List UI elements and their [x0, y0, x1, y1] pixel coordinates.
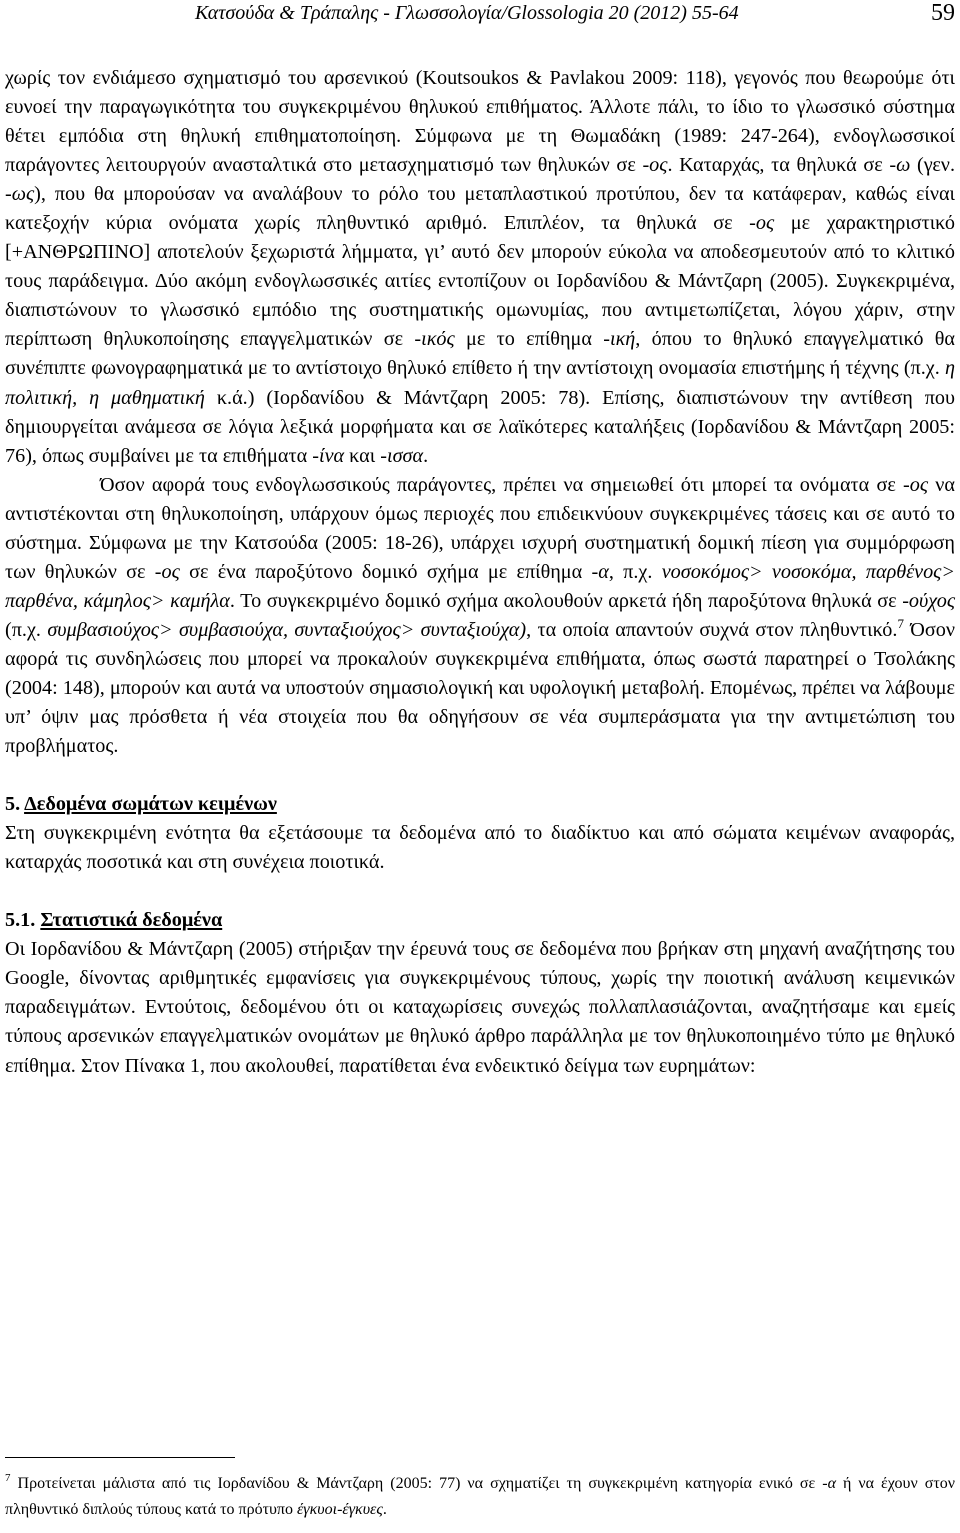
paragraph — [5, 819, 955, 877]
body-text — [5, 64, 955, 1081]
section-heading — [5, 906, 955, 935]
text-run: -α — [591, 560, 609, 583]
text-run: Οι Ιορδανίδου & Μάντζαρη (2005) στήριξαν την έρευνά τους σε δεδομένα που βρήκαν στη μηχανή αναζήτησης του Google, δίνοντας αριθμητικές εμφανίσεις για συγκεκριμένους τύπους, χωρίς την ποιοτική ανάλυση κειμενικών παραδειγμάτων. Εντούτοις, δεδομένου ότι οι καταχωρίσεις συνεχώς πολλαπλασιάζονται, αναζητήσαμε και εμείς τύπους αρσενικών επαγγελματικών ονομάτων με θηλυκό άρθρο παράλληλα με τον θηλυκοποιημένο τύπο με θηλυκό επίθημα. Στον Πίνακα 1, που ακολουθεί, παρατίθεται ένα ενδεικτικό δείγμα των ευρημάτων: — [5, 938, 955, 1077]
text-run: χωρίς τον ενδιάμεσο σχηματισμό του αρσενικού (Koutsoukos & Pavlakou 2009: 118), γεγονός που θεωρούμε ότι ευνοεί την παραγωγικότητα του συγκεκριμένου θηλυκού επιθήματος. Άλλοτε πάλι, το ίδιο το γλωσσικό σύστημα θέτει εμπόδια στη θηλυκή επιθηματοποίηση. Σύμφωνα με τη Θωμαδάκη (1989: 247-264), ενδογλωσσικοί παράγοντες λειτουργούν ανασταλτικά στο μετασχηματισμό των θηλυκών σε — [5, 67, 955, 177]
paragraph — [5, 64, 955, 471]
text-run: -ισσα — [380, 444, 424, 467]
text-run: ), που θα μπορούσαν να αναλάβουν το ρόλο του μεταπλαστικού προτύπου, δεν τα κατάφεραν, καθώς είναι κατεξοχήν κύρια ονόματα χωρίς πληθυντικό αριθμό. Επιπλέον, τα θηλυκά σε — [5, 183, 955, 235]
text-run: κ.ά.) (Ιορδανίδου & Μάντζαρη 2005: 78). Επίσης, διαπιστώνουν την αντίθεση που δημιουργείται ανάμεσα σε λόγια λεξικά μορφήματα και σε λαϊκότερες καταλήξεις (Ιορδανίδου & Μάντζαρη 2005: 76), όπως συμβαίνει με τα επιθήματα — [5, 386, 955, 467]
footnote-divider — [5, 1457, 235, 1458]
text-run: -ούχος — [902, 589, 956, 612]
text-run: η πολιτική, η μαθηματική — [5, 357, 955, 409]
text-run: -ος — [903, 473, 929, 496]
text-run: με το επίθημα — [454, 328, 604, 351]
text-run: έγκυοι-έγκυες — [297, 1501, 383, 1518]
text-run: -ος — [642, 154, 668, 177]
text-run: Όσον αφορά τις συνδηλώσεις που μπορεί να προκαλούν συγκεκριμένα επιθήματα, όπως σωστά παρατηρεί ο Τσολάκης (2004: 148), μπορούν και αυτά να υποστούν σημασιολογική και υφολογική μεταβολή. Επομένως, πρέπει να λάβουμε υπ’ όψιν μας πρόσθετα ή νέα στοιχεία που θα οδηγήσουν σε νέα συμπεράσματα για την αντιμετώπιση του προβλήματος. — [5, 618, 955, 758]
text-run: . Καταρχάς, τα θηλυκά σε — [667, 154, 890, 177]
text-run: 5.1. — [5, 909, 41, 932]
text-run: . Το συγκεκριμένο δομικό σχήμα ακολουθούν αρκετά ήδη παροξύτονα θηλυκά σε — [229, 589, 903, 612]
section-heading — [5, 790, 955, 819]
text-run: με χαρακτηριστικό [+ΑΝΘΡΩΠΙΝΟ] αποτελούν ξεχωριστά λήμματα, γι’ αυτό δεν μπορούν εύκολα να αποδεσμευτούν από το κλιτικό τους παράδειγμα. Δύο ακόμη ενδογλωσσικές αιτίες εντοπίζουν οι Ιορδανίδου & Μάντζαρη (2005). Συγκεκριμένα, διαπιστώνουν το γλωσσικό εμπόδιο της συστηματικής ομωνυμίας, που αντιμετωπίζεται, λόγου χάριν, στην περίπτωση θηλυκοποίησης επαγγελματικών σε — [5, 212, 956, 351]
paragraph — [5, 471, 955, 761]
paragraph — [5, 935, 955, 1080]
text-run: νοσοκόμος> νοσοκόμα, παρθένος> παρθένα, κάμηλος> καμήλα — [5, 560, 955, 612]
paragraph-spacer — [5, 877, 955, 906]
text-run: -ική — [603, 328, 636, 351]
text-run: σε ένα παροξύτονο δομικό σχήμα με επίθημα — [179, 560, 592, 583]
text-run: Δεδομένα σωμάτων κειμένων — [24, 793, 277, 816]
paragraph-spacer — [5, 761, 955, 790]
footnote-marker: 7 — [897, 615, 904, 631]
page-number: 59 — [931, 0, 955, 26]
text-run: (π.χ. — [5, 618, 48, 641]
text-run: 5. — [5, 793, 25, 816]
footnote — [5, 1471, 955, 1523]
text-run: Στη συγκεκριμένη ενότητα θα εξετάσουμε τα δεδομένα από το διαδίκτυο και από σώματα κειμένων αναφοράς, καταρχάς ποσοτικά και στη συνέχεια ποιοτικά. — [5, 822, 955, 874]
text-run: Όσον αφορά τους ενδογλωσσικούς παράγοντες, πρέπει να σημειωθεί ότι μπορεί τα ονόματα σε — [100, 473, 904, 496]
footnote-marker: 7 — [5, 1472, 11, 1484]
page-header — [5, 0, 955, 40]
text-run: συμβασιούχος> συμβασιούχα, συνταξιούχος> συνταξιούχα) — [47, 618, 527, 641]
text-run: (γεν. — [910, 154, 955, 177]
text-run: Προτείνεται μάλιστα από τις Ιορδανίδου & Μάντζαρη (2005: 77) να σχηματίζει τη συγκεκριμένη κατηγορία ενικό σε — [10, 1475, 823, 1492]
text-run: , τα οποία απαντούν συχνά στον πληθυντικό. — [526, 618, 898, 641]
running-head: Κατσούδα & Τράπαλης - Γλωσσολογία/Glossologia 20 (2012) 55-64 — [195, 2, 739, 24]
text-run: -ος — [154, 560, 180, 583]
text-run: Στατιστικά δεδομένα — [40, 909, 223, 932]
text-run: , όπου το θηλυκό επαγγελματικό θα συνέπιπτε φωνογραφηματικά με το αντίστοιχο θηλυκό επίθετο ή την αντίστοιχη ονομασία επιστήμης ή τέχνης (π.χ. — [5, 328, 956, 380]
text-run: -ω — [889, 154, 911, 177]
text-run: , π.χ. — [608, 560, 662, 583]
text-run: -ικός — [414, 328, 455, 351]
text-run: και — [344, 444, 381, 467]
text-run: . — [382, 1501, 387, 1518]
text-run: -ος — [749, 212, 775, 235]
text-run: να αντιστέκονται στη θηλυκοποίηση, υπάρχουν όμως περιοχές που επιδεικνύουν συγκεκριμένες τάσεις και σε αυτό το σύστημα. Σύμφωνα με την Κατσούδα (2005: 18-26), υπάρχει ισχυρή συστηματική δομική πίεση για συμμόρφωση των θηλυκών σε — [5, 473, 955, 583]
text-run: -α — [822, 1475, 836, 1492]
text-run: -ίνα — [312, 444, 345, 467]
text-run: . — [423, 444, 429, 467]
text-run: -ως — [5, 183, 35, 206]
text-run: ή να έχουν στον πληθυντικό διπλούς τύπους κατά το πρότυπο — [5, 1475, 955, 1518]
